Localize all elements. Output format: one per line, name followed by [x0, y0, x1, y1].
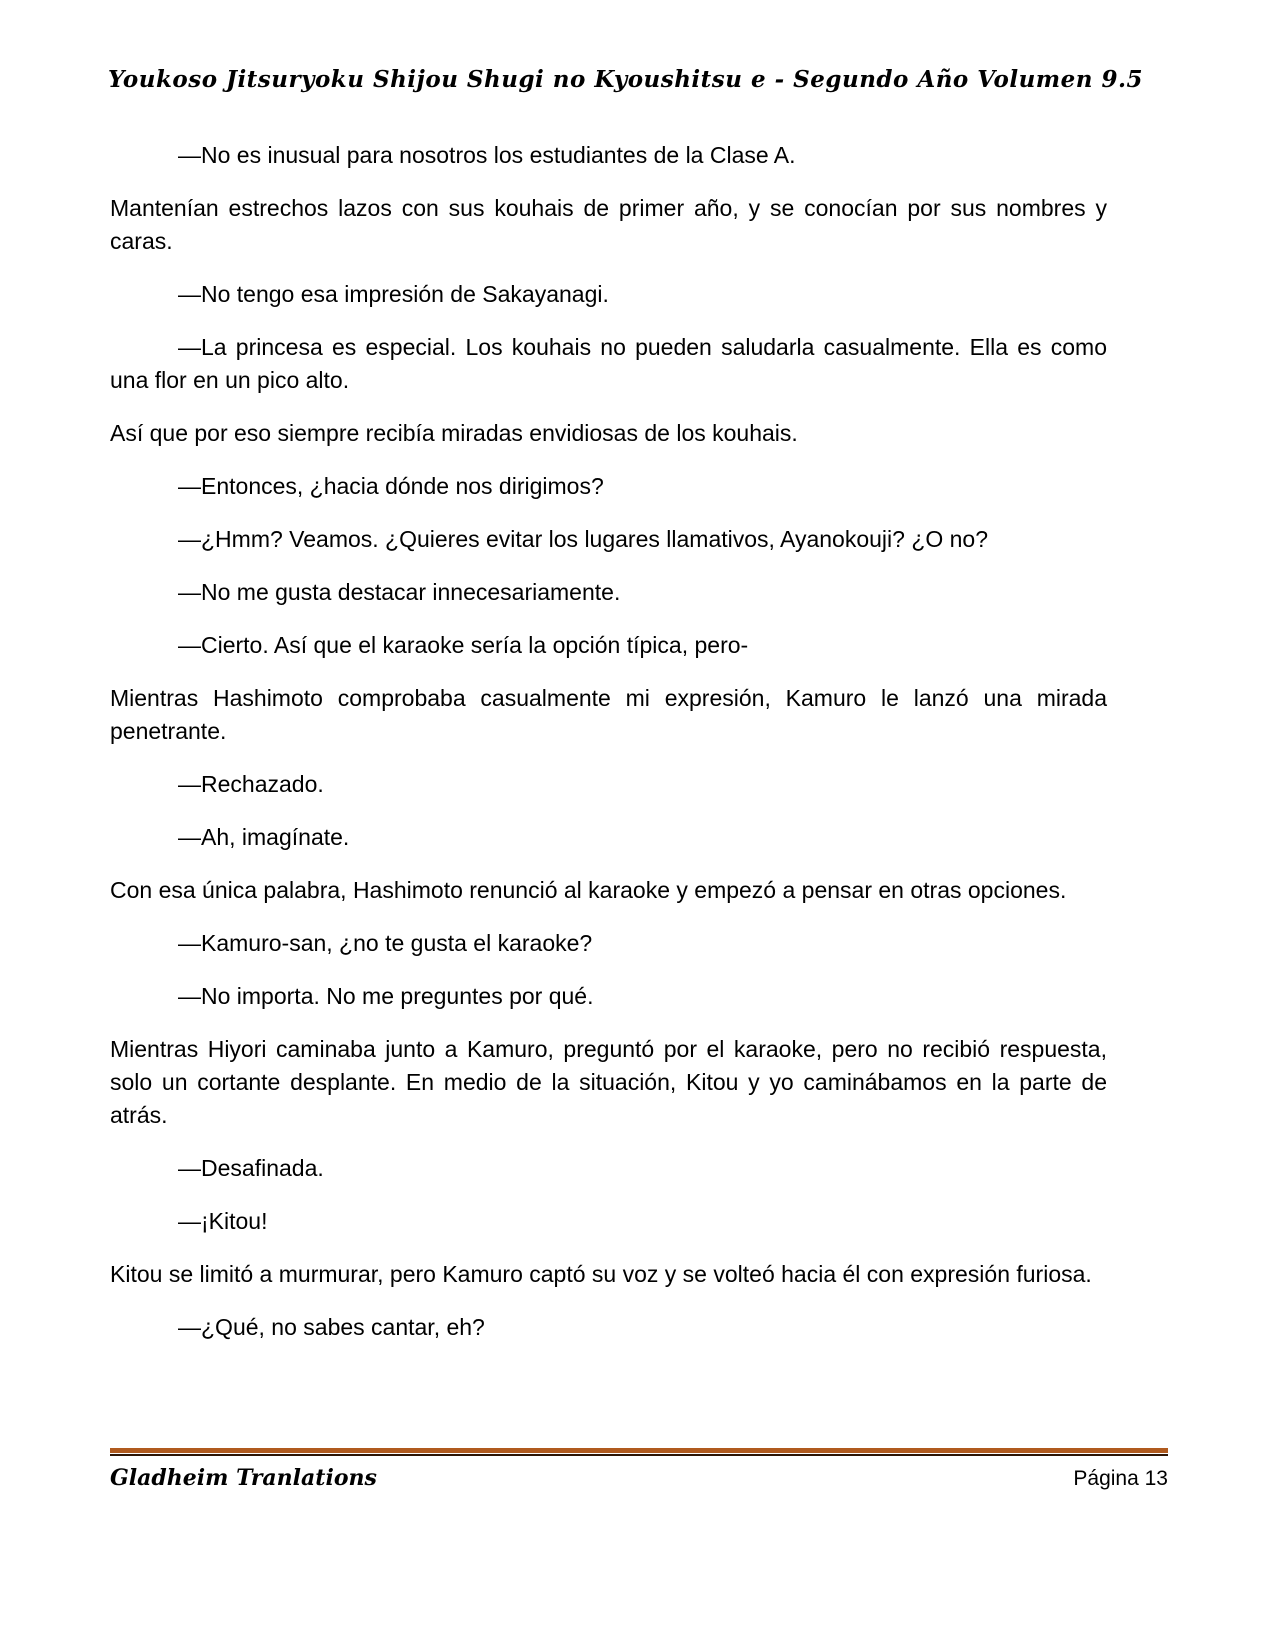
paragraph: Mientras Hiyori caminaba junto a Kamuro, preguntó por el karaoke, pero no recibió respuesta, solo un cortante desplante. En medio de la situación, Kitou y yo caminábamos en la parte de atrás.	[110, 1036, 1107, 1128]
page-header	[0, 0, 1275, 93]
paragraph: —¡Kitou!	[178, 1208, 268, 1234]
paragraph: —Entonces, ¿hacia dónde nos dirigimos?	[178, 473, 604, 499]
body-paragraphs	[110, 139, 1107, 1344]
paragraph: Mantenían estrechos lazos con sus kouhais de primer año, y se conocían por sus nombres y caras.	[110, 195, 1107, 254]
paragraph: —La princesa es especial. Los kouhais no pueden saludarla casualmente. Ella es como una flor en un pico alto.	[110, 334, 1107, 393]
header-title: Youkoso Jitsuryoku Shijou Shugi no Kyoushitsu e - Segundo Año Volumen 9.5	[108, 66, 1144, 93]
paragraph: —¿Hmm? Veamos. ¿Quieres evitar los lugares llamativos, Ayanokouji? ¿O no?	[178, 526, 989, 552]
paragraph: —Cierto. Así que el karaoke sería la opción típica, pero-	[178, 632, 749, 658]
paragraph: —¿Qué, no sabes cantar, eh?	[178, 1314, 485, 1340]
footer-translator: Gladheim Tranlations	[110, 1465, 377, 1491]
footer-page-number: Página 13	[1073, 1467, 1168, 1490]
paragraph: Así que por eso siempre recibía miradas envidiosas de los kouhais.	[110, 420, 798, 446]
footer-rule-thin	[110, 1454, 1168, 1456]
paragraph: —No es inusual para nosotros los estudiantes de la Clase A.	[178, 142, 796, 168]
paragraph: Mientras Hashimoto comprobaba casualmente mi expresión, Kamuro le lanzó una mirada penetrante.	[110, 685, 1107, 744]
page-footer	[110, 1448, 1168, 1491]
paragraph: —No me gusta destacar innecesariamente.	[178, 579, 621, 605]
paragraph: —Rechazado.	[178, 771, 324, 797]
paragraph: —Ah, imagínate.	[178, 824, 350, 850]
paragraph: —No tengo esa impresión de Sakayanagi.	[178, 281, 609, 307]
paragraph: Kitou se limitó a murmurar, pero Kamuro captó su voz y se volteó hacia él con expresión furiosa.	[110, 1261, 1092, 1287]
paragraph: —Kamuro-san, ¿no te gusta el karaoke?	[178, 930, 593, 956]
paragraph: —No importa. No me preguntes por qué.	[178, 983, 594, 1009]
footer-rule	[110, 1448, 1168, 1456]
footer-row	[110, 1465, 1168, 1491]
paragraph: Con esa única palabra, Hashimoto renunció al karaoke y empezó a pensar en otras opciones.	[110, 877, 1067, 903]
footer-rule-thick	[110, 1448, 1168, 1453]
paragraph: —Desafinada.	[178, 1155, 324, 1181]
